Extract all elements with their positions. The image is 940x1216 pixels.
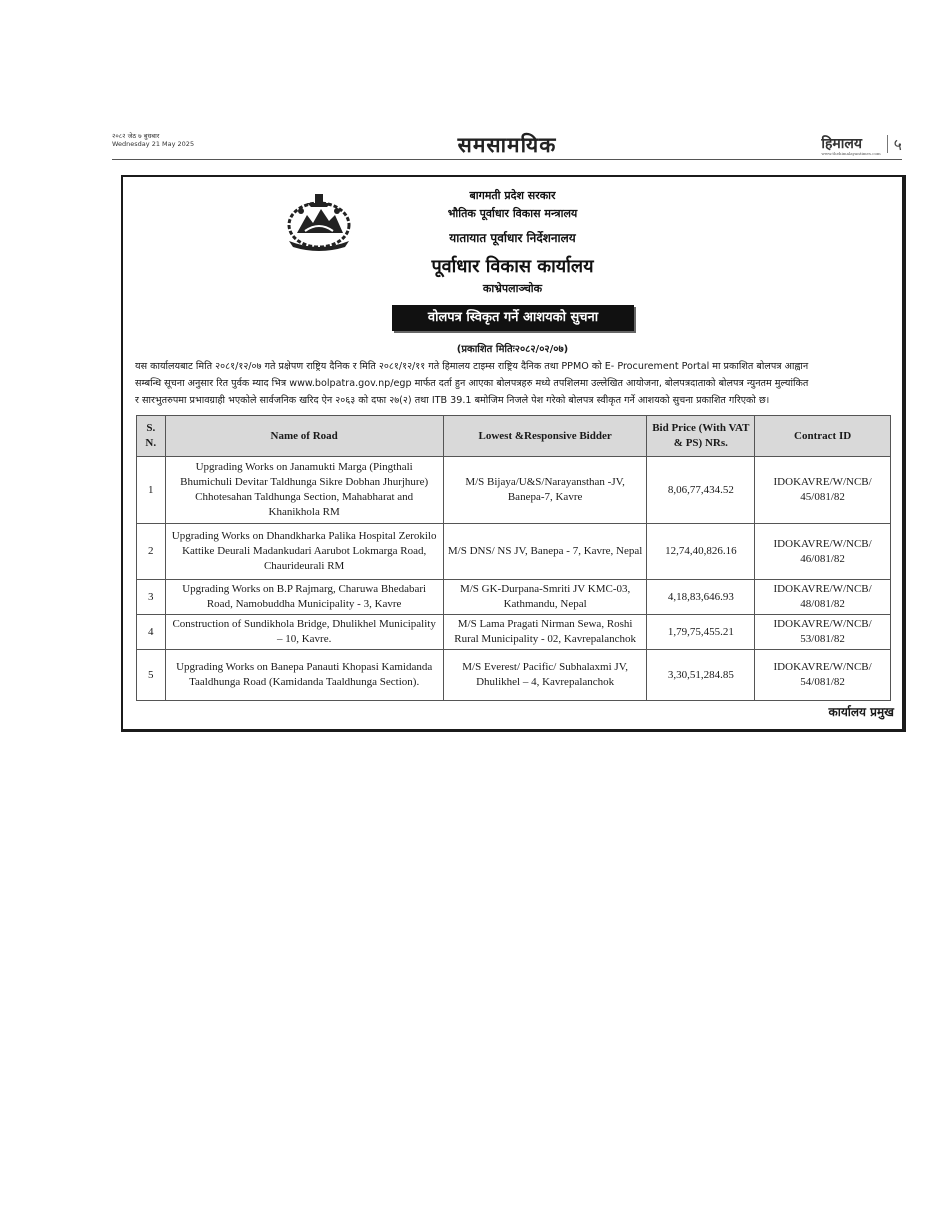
header-directorate: यातायात पूर्वाधार निर्देशनालय [449, 231, 576, 245]
cell-bid-price: 12,74,40,826.16 [647, 524, 755, 580]
notice-body-line: यस कार्यालयबाट मिति २०८१/१२/०७ गते प्रक्षेपण राष्ट्रिय दैनिक र मिति २०८१/१२/११ गते हिमालय टाइम्स राष्ट्रिय दैनिक तथा PPMO को E- Procurement Portal मा प्रकाशित बोलपत्र आह्वान [135, 361, 809, 372]
cell-bidder: M/S Lama Pragati Nirman Sewa, Roshi Rural Municipality - 02, Kavrepalanchok [443, 615, 647, 650]
cell-bid-price: 1,79,75,455.21 [647, 615, 755, 650]
table-header-row [137, 416, 891, 457]
cell-bidder: M/S Everest/ Pacific/ Subhalaxmi JV, Dhulikhel – 4, Kavrepalanchok [443, 650, 647, 701]
brand-url: www.thehimalayantimes.com [821, 150, 881, 156]
table-row [137, 615, 891, 650]
issue-date-nepali: २०८२ जेठ ७ बुधबार [112, 132, 160, 140]
cell-bid-price: 3,30,51,284.85 [647, 650, 755, 701]
cell-sn: 4 [137, 615, 166, 650]
cell-sn: 5 [137, 650, 166, 701]
cell-contract-id: IDOKAVRE/W/NCB/ 53/081/82 [755, 615, 891, 650]
cell-bidder: M/S Bijaya/U&S/Narayansthan -JV, Banepa-7, Kavre [443, 457, 647, 524]
cell-road-name: Upgrading Works on Banepa Panauti Khopasi Kamidanda Taaldhunga Road (Kamidanda Taaldhunga Section). [165, 650, 443, 701]
header-ministry: भौतिक पूर्वाधार विकास मन्त्रालय [447, 207, 578, 220]
cell-road-name: Upgrading Works on B.P Rajmarg, Charuwa Bhedabari Road, Namobuddha Municipality - 3, Kavre [165, 580, 443, 615]
brand-logo: हिमालय [821, 135, 862, 152]
header-contract-id: Contract ID [755, 416, 891, 457]
table-row [137, 524, 891, 580]
cell-road-name: Construction of Sundikhola Bridge, Dhulikhel Municipality – 10, Kavre. [165, 615, 443, 650]
cell-bid-price: 8,06,77,434.52 [647, 457, 755, 524]
section-title: समसामयिक [457, 133, 557, 157]
notice-body-line: र सारभुतरुपमा प्रभावग्राही भएकोले सार्वजनिक खरिद ऐन २०६३ को दफा २७(२) तथा ITB 39.1 बमोजिम निजले पेश गरेको बोलपत्र स्वीकृत गर्ने आशयको सुचना प्रकाशित गरिएको छ। [135, 395, 770, 406]
bid-table [136, 415, 891, 701]
cell-contract-id: IDOKAVRE/W/NCB/ 46/081/82 [755, 524, 891, 580]
brand-divider [887, 135, 888, 153]
notice-body-line: सम्बन्धि सूचना अनुसार रित पुर्वक म्याद भित्र www.bolpatra.gov.np/egp मार्फत दर्ता हुन आएका बोलपत्रहरु मध्ये तपशिलमा उल्लेखित आयोजना, बोलपत्रदाताको बोलपत्र न्युनतम मुल्यांकित [135, 378, 809, 389]
cell-sn: 3 [137, 580, 166, 615]
bid-acceptance-notice [121, 175, 906, 732]
cell-contract-id: IDOKAVRE/W/NCB/ 48/081/82 [755, 580, 891, 615]
newspaper-masthead [112, 131, 902, 161]
page-number: ५ [893, 135, 902, 154]
cell-sn: 1 [137, 457, 166, 524]
published-date: (प्रकाशित मितिः२०८२/०२/०७) [456, 344, 569, 355]
header-location: काभ्रेपलाञ्चोक [482, 282, 543, 295]
cell-bid-price: 4,18,83,646.93 [647, 580, 755, 615]
header-road-name: Name of Road [165, 416, 443, 457]
notice-body [135, 358, 893, 409]
header-office: पूर्वाधार विकास कार्यालय [431, 256, 594, 277]
cell-bidder: M/S GK-Durpana-Smriti JV KMC-03, Kathmandu, Nepal [443, 580, 647, 615]
cell-bidder: M/S DNS/ NS JV, Banepa - 7, Kavre, Nepal [443, 524, 647, 580]
table-row [137, 457, 891, 524]
issue-date-english: Wednesday 21 May 2025 [112, 140, 195, 148]
cell-road-name: Upgrading Works on Janamukti Marga (Pingthali Bhumichuli Devitar Taldhunga Sikre Dobhan Jhurjhure) Chhotesahan Taldhunga Section, Mahabharat and Khanikhola RM [165, 457, 443, 524]
newspaper-brand [821, 131, 902, 157]
cell-contract-id: IDOKAVRE/W/NCB/ 45/081/82 [755, 457, 891, 524]
header-bid-price: Bid Price (With VAT & PS) NRs. [647, 416, 755, 457]
table-row [137, 650, 891, 701]
cell-sn: 2 [137, 524, 166, 580]
notice-banner: वोलपत्र स्विकृत गर्ने आशयको सुचना [392, 305, 634, 331]
header-province-government: बागमती प्रदेश सरकार [469, 189, 556, 202]
cell-road-name: Upgrading Works on Dhandkharka Palika Hospital Zerokilo Kattike Deurali Madankudari Aarubot Lokmarga Road, Chaurideurali RM [165, 524, 443, 580]
masthead-rule [112, 159, 902, 160]
table-row [137, 580, 891, 615]
header-sn: S. N. [137, 416, 166, 457]
header-bidder: Lowest &Responsive Bidder [443, 416, 647, 457]
cell-contract-id: IDOKAVRE/W/NCB/ 54/081/82 [755, 650, 891, 701]
office-chief-signature: कार्यालय प्रमुख [828, 705, 894, 719]
